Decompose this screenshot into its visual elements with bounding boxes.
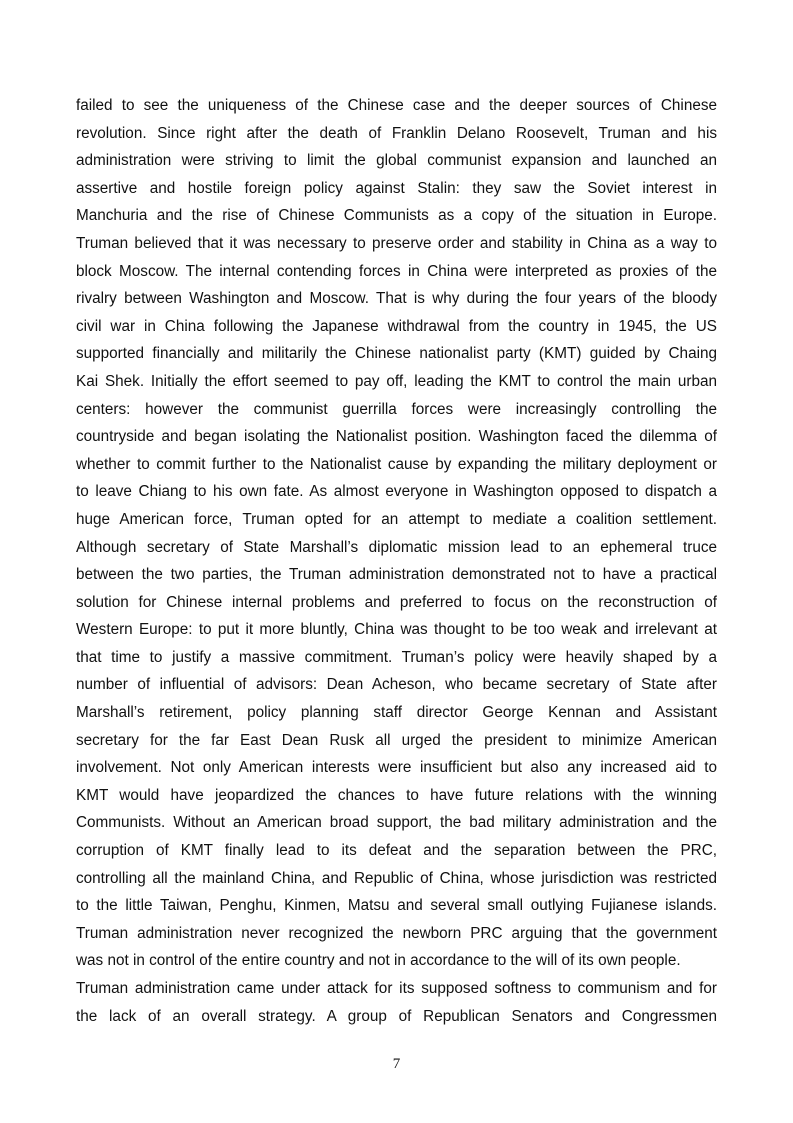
text-line: assertive and hostile foreign policy against Stalin: they saw the Soviet interest in: [76, 179, 717, 197]
text-line: centers: however the communist guerrilla forces were increasingly controlling the: [76, 400, 717, 418]
text-line: involvement. Not only American interests were insufficient but also any increased aid to: [76, 759, 717, 777]
text-line: countryside and began isolating the Nationalist position. Washington faced the dilemma of: [76, 428, 717, 446]
text-line: Communists. Without an American broad support, the bad military administration and the: [76, 814, 717, 832]
text-line: between the two parties, the Truman administration demonstrated not to have a practical: [76, 566, 717, 584]
text-line: Truman believed that it was necessary to preserve order and stability in China as a way to: [76, 234, 717, 252]
text-line: rivalry between Washington and Moscow. That is why during the four years of the bloody: [76, 290, 717, 308]
text-line: corruption of KMT finally lead to its defeat and the separation between the PRC,: [76, 842, 717, 860]
text-line: Truman administration came under attack for its supposed softness to communism and for: [76, 980, 717, 997]
text-line: supported financially and militarily the Chinese nationalist party (KMT) guided by Chaing: [76, 345, 717, 363]
body-text: [76, 92, 717, 1030]
text-line: Truman administration never recognized the newborn PRC arguing that the government: [76, 924, 717, 942]
text-line: Kai Shek. Initially the effort seemed to pay off, leading the KMT to control the main urban: [76, 372, 717, 390]
text-line: to the little Taiwan, Penghu, Kinmen, Matsu and several small outlying Fujianese islands.: [76, 897, 717, 915]
text-line: controlling all the mainland China, and Republic of China, whose jurisdiction was restricted: [76, 869, 717, 887]
text-line: administration were striving to limit the global communist expansion and launched an: [76, 152, 717, 170]
text-line: block Moscow. The internal contending forces in China were interpreted as proxies of the: [76, 262, 717, 280]
page-number: 7: [392, 1056, 401, 1072]
text-line: Western Europe: to put it more bluntly, China was thought to be too weak and irrelevant at: [76, 621, 717, 639]
text-line: revolution. Since right after the death of Franklin Delano Roosevelt, Truman and his: [76, 124, 717, 142]
text-line: that time to justify a massive commitment. Truman’s policy were heavily shaped by a: [76, 648, 717, 666]
text-line: huge American force, Truman opted for an attempt to mediate a coalition settlement.: [76, 510, 717, 528]
text-line: to leave Chiang to his own fate. As almost everyone in Washington opposed to dispatch a: [76, 483, 717, 501]
text-line: Marshall’s retirement, policy planning staff director George Kennan and Assistant: [76, 704, 717, 722]
text-line: secretary for the far East Dean Rusk all urged the president to minimize American: [76, 731, 717, 749]
text-line: Although secretary of State Marshall’s diplomatic mission lead to an ephemeral truce: [76, 538, 717, 556]
text-line: civil war in China following the Japanese withdrawal from the country in 1945, the US: [76, 317, 717, 335]
text-line: solution for Chinese internal problems and preferred to focus on the reconstruction of: [76, 593, 717, 611]
text-line: failed to see the uniqueness of the Chinese case and the deeper sources of Chinese: [76, 97, 717, 114]
text-line: KMT would have jeopardized the chances to have future relations with the winning: [76, 786, 717, 804]
text-line: the lack of an overall strategy. A group of Republican Senators and Congressmen: [76, 1007, 717, 1025]
text-line: whether to commit further to the Nationalist cause by expanding the military deployment or: [76, 455, 717, 473]
text-line: number of influential of advisors: Dean Acheson, who became secretary of State after: [76, 676, 717, 694]
text-line: was not in control of the entire country and not in accordance to the will of its own people.: [76, 952, 681, 970]
text-line: Manchuria and the rise of Chinese Communists as a copy of the situation in Europe.: [76, 207, 717, 225]
